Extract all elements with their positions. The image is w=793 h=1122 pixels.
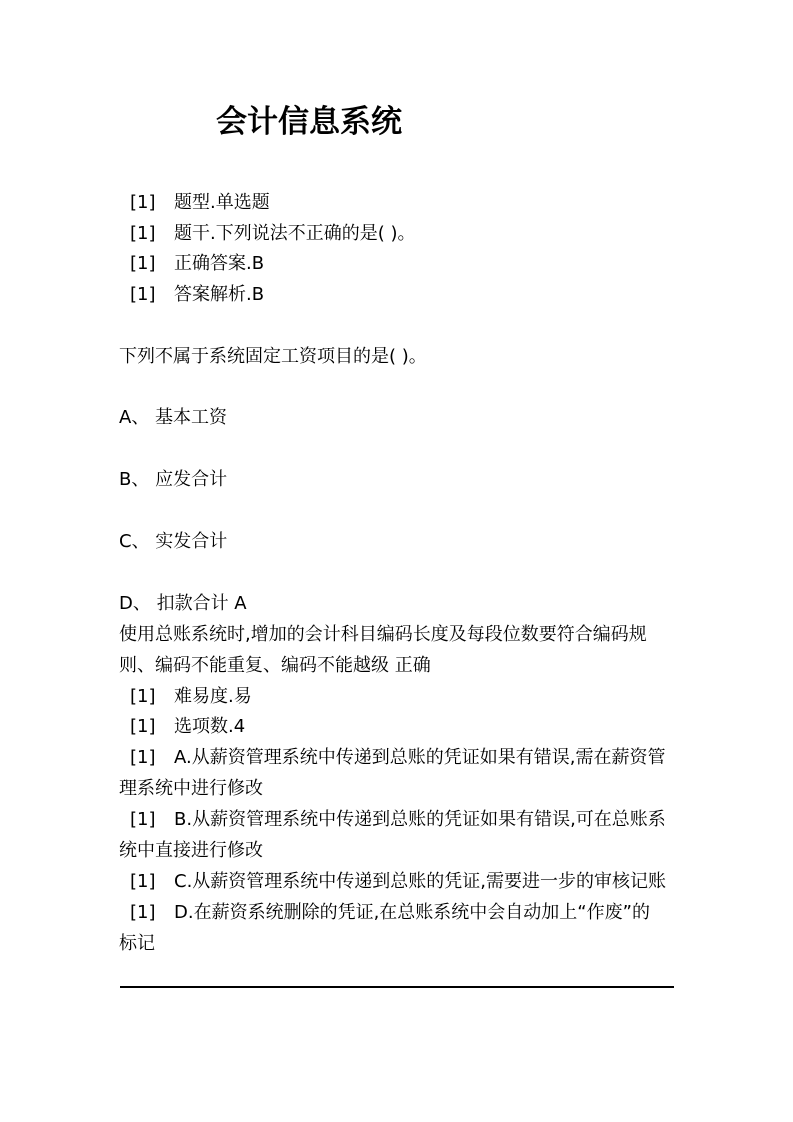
question-text: 下列不属于系统固定工资项目的是( )。 bbox=[119, 346, 427, 367]
choice-b-line bbox=[130, 808, 666, 832]
meta-tag: [1] bbox=[130, 686, 156, 707]
statement-line-1: 使用总账系统时,增加的会计科目编码长度及每段位数要符合编码规 bbox=[119, 624, 647, 645]
choice-b-cont: 统中直接进行修改 bbox=[119, 840, 263, 861]
question-type: 题型.单选题 bbox=[174, 192, 270, 213]
page-title: 会计信息系统 bbox=[216, 104, 402, 140]
correct-answer: 正确答案.B bbox=[174, 253, 265, 274]
option-d: D、 扣款合计 A bbox=[119, 593, 247, 614]
meta-tag: [1] bbox=[130, 284, 156, 305]
difficulty-line bbox=[130, 685, 252, 709]
answer-analysis: 答案解析.B bbox=[174, 284, 265, 305]
bottom-divider bbox=[120, 986, 674, 988]
option-a: A、 基本工资 bbox=[119, 407, 228, 428]
choice-a-line bbox=[130, 746, 665, 770]
meta-tag: [1] bbox=[130, 902, 156, 923]
meta-tag: [1] bbox=[130, 716, 156, 737]
meta-tag: [1] bbox=[130, 253, 156, 274]
option-b: B、 应发合计 bbox=[119, 469, 228, 490]
meta-tag: [1] bbox=[130, 223, 156, 244]
meta-stem-line bbox=[130, 222, 416, 246]
meta-answer-line bbox=[130, 252, 264, 276]
option-count-line bbox=[130, 715, 245, 739]
meta-type-line bbox=[130, 191, 270, 215]
choice-a-text: A.从薪资管理系统中传递到总账的凭证如果有错误,需在薪资管 bbox=[174, 747, 666, 768]
difficulty: 难易度.易 bbox=[174, 686, 252, 707]
statement-line-2: 则、编码不能重复、编码不能越级 正确 bbox=[119, 655, 431, 676]
meta-tag: [1] bbox=[130, 809, 156, 830]
choice-a-cont: 理系统中进行修改 bbox=[119, 778, 263, 799]
choice-d-cont: 标记 bbox=[119, 933, 155, 954]
option-count: 选项数.4 bbox=[174, 716, 246, 737]
meta-tag: [1] bbox=[130, 192, 156, 213]
choice-d-line bbox=[130, 901, 650, 925]
choice-d-text: D.在薪资系统删除的凭证,在总账系统中会自动加上“作废”的 bbox=[174, 902, 650, 923]
meta-analysis-line bbox=[130, 283, 264, 307]
choice-c-text: C.从薪资管理系统中传递到总账的凭证,需要进一步的审核记账 bbox=[174, 871, 667, 892]
option-c: C、 实发合计 bbox=[119, 531, 228, 552]
choice-b-text: B.从薪资管理系统中传递到总账的凭证如果有错误,可在总账系 bbox=[174, 809, 666, 830]
meta-tag: [1] bbox=[130, 747, 156, 768]
choice-c-line bbox=[130, 870, 666, 894]
question-stem: 题干.下列说法不正确的是( )。 bbox=[174, 223, 416, 244]
meta-tag: [1] bbox=[130, 871, 156, 892]
